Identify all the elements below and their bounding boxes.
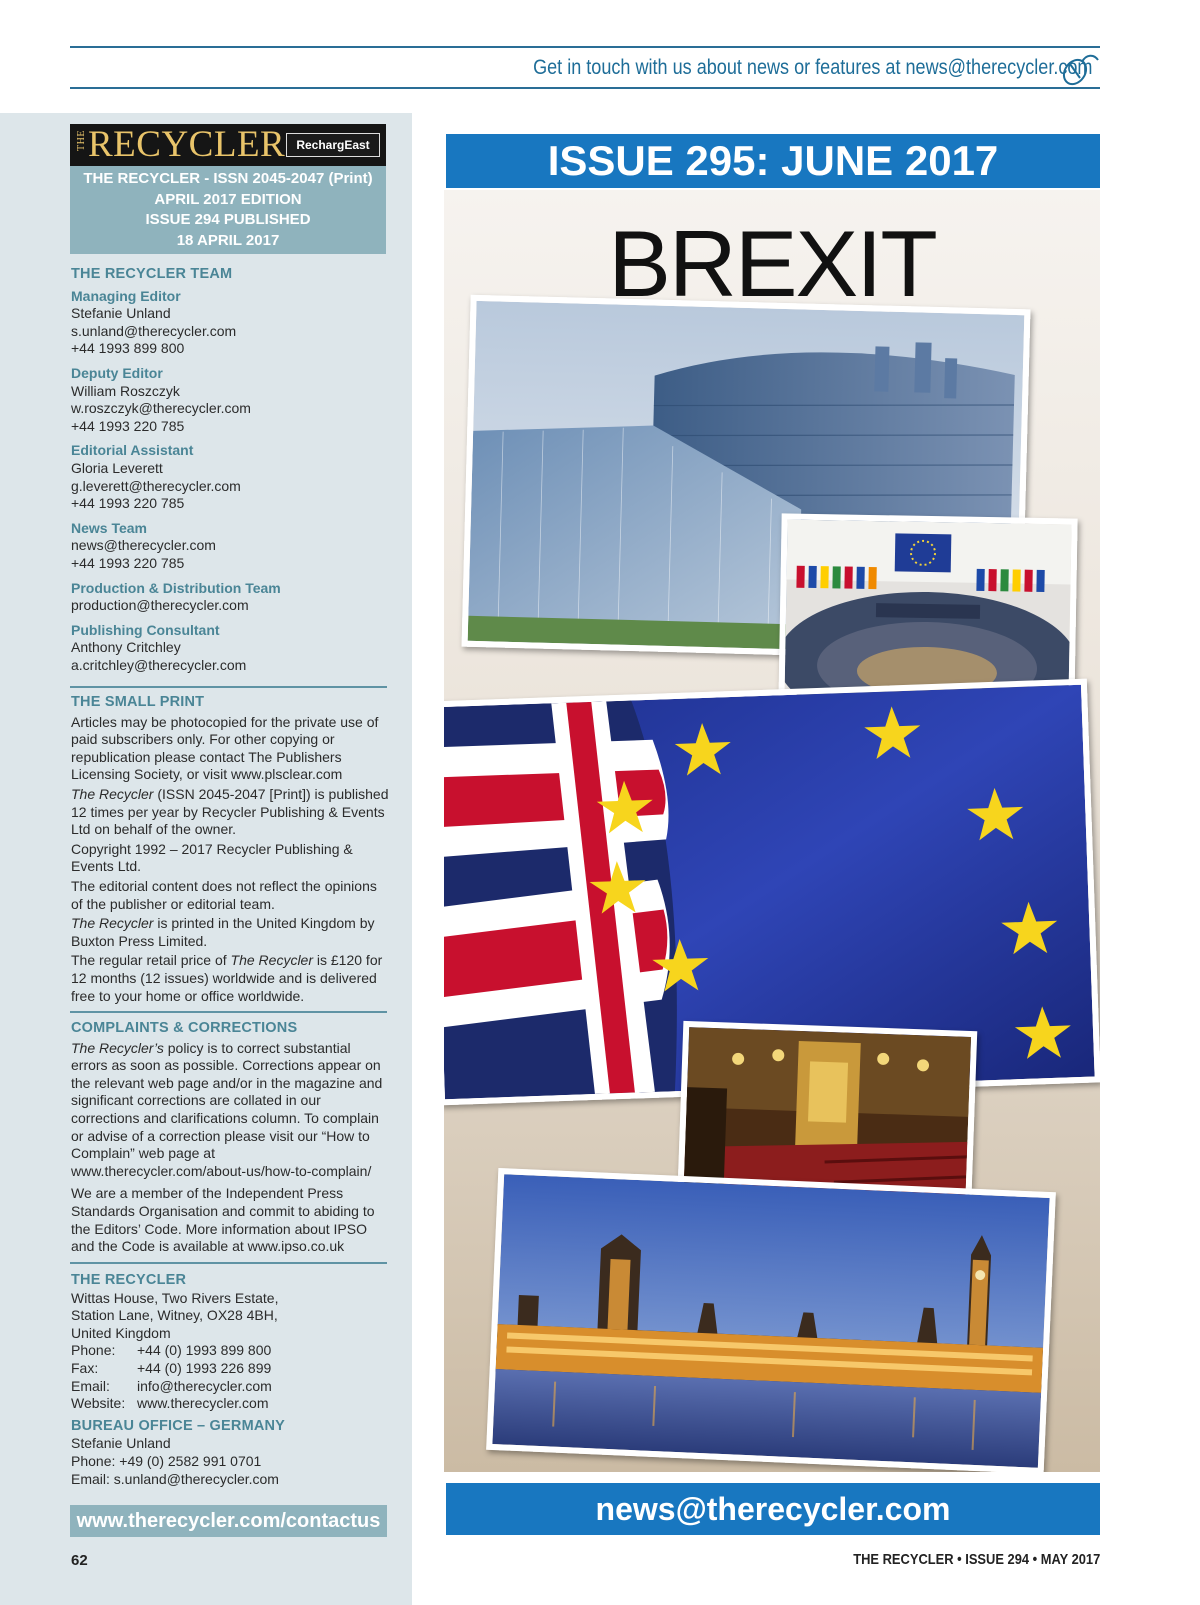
address-line: Wittas House, Two Rivers Estate, (71, 1289, 279, 1306)
website-row (71, 1395, 391, 1413)
person-name: Stefanie Unland (71, 305, 171, 322)
address-heading: THE RECYCLER (71, 1272, 187, 1288)
issn-box (70, 166, 386, 254)
masthead-the: THE (76, 130, 87, 151)
bureau-phone: Phone: +49 (0) 2582 991 0701 (71, 1452, 262, 1469)
role-label: Publishing Consultant (71, 621, 220, 638)
italic-title: The Recycler (71, 915, 154, 932)
website-label: Website: (71, 1395, 126, 1412)
small-print-section (71, 694, 391, 1005)
section-divider (70, 686, 387, 688)
paragraph: The editorial content does not reflect the opinions of the publisher or editorial team. (71, 877, 377, 912)
cover-headline: BREXIT (608, 211, 936, 316)
email-link[interactable]: g.leverett@therecycler.com (71, 477, 241, 494)
paragraph: Articles may be photocopied for the private use of paid subscribers only. For other copying or republication please contact The Publishers Licensing Society, or visit www.plsclear.com (71, 713, 379, 783)
paragraph-text: is printed in the United Kingdom by Buxton Press Limited. (71, 915, 375, 949)
email-banner[interactable]: news@therecycler.com (446, 1483, 1100, 1535)
paragraph (71, 786, 391, 839)
address-line: Station Lane, Witney, OX28 4BH, (71, 1307, 278, 1324)
phone-number: +44 1993 899 800 (71, 340, 185, 357)
italic-title: The Recycler’s (71, 1039, 164, 1056)
person-name: Stefanie Unland (71, 1435, 171, 1452)
small-print-heading: THE SMALL PRINT (71, 694, 205, 710)
paragraph-text: is £120 for 12 months (12 issues) worldwide and is delivered free to your home or office worldwide. (71, 952, 383, 1004)
email-link[interactable]: s.unland@therecycler.com (71, 322, 237, 339)
phone-value: +44 (0) 1993 899 800 (137, 1342, 272, 1359)
top-rule (70, 46, 1100, 48)
date-line: 18 APRIL 2017 (176, 231, 280, 249)
masthead-logo (70, 124, 386, 166)
issn-line: THE RECYCLER - ISSN 2045-2047 (Print) (83, 170, 373, 187)
email-link[interactable]: news@therecycler.com (71, 537, 216, 554)
person-name: William Roszczyk (71, 382, 180, 399)
contact-note[interactable]: Get in touch with us about news or features at news@therecycler.com (532, 56, 1092, 79)
rechargeast-badge: RechargEast (286, 133, 380, 157)
email-label: Email: (71, 1377, 110, 1394)
team-heading: THE RECYCLER TEAM (71, 266, 233, 282)
role-label: Managing Editor (71, 287, 181, 304)
issue-banner: ISSUE 295: JUNE 2017 (446, 134, 1100, 188)
header-rule (70, 87, 1100, 89)
section-divider (70, 1262, 387, 1264)
bureau-heading: BUREAU OFFICE – GERMANY (71, 1417, 286, 1434)
role-label: Production & Distribution Team (71, 579, 281, 596)
phone-label: Phone: (71, 1342, 116, 1359)
role-label: Deputy Editor (71, 364, 163, 381)
address-section (71, 1272, 391, 1488)
italic-title: The Recycler (230, 952, 313, 969)
footer-issue-info: THE RECYCLER • ISSUE 294 • MAY 2017 (852, 1551, 1100, 1568)
fax-value: +44 (0) 1993 226 899 (137, 1359, 272, 1376)
paragraph (71, 915, 391, 950)
role-label: Editorial Assistant (71, 442, 194, 459)
paragraph-text: (ISSN 2045-2047 [Print]) is published 12 times per year by Recycler Publishing & Events Ltd on behalf of the owner. (71, 785, 389, 838)
paragraph (71, 1040, 391, 1181)
issue-line: ISSUE 294 PUBLISHED (145, 211, 311, 228)
mouse-icon (1060, 50, 1100, 88)
phone-number: +44 1993 220 785 (71, 417, 185, 434)
italic-title: The Recycler (71, 785, 154, 802)
phone-number: +44 1993 220 785 (71, 554, 185, 571)
complaints-heading: COMPLAINTS & CORRECTIONS (71, 1020, 298, 1036)
website-link[interactable]: www.therecycler.com (137, 1395, 269, 1412)
cover-collage (444, 190, 1100, 1472)
email-link[interactable]: w.roszczyk@therecycler.com (71, 400, 251, 417)
paragraph-text: policy is to correct substantial errors as soon as possible. Corrections appear on the relevant web page and/or in the magazine and significant corrections are collated in our corrections and clarifications column. To complain or advise of a correction please visit our “How to Complain” web page at www.therecycler.com/about-us/how-to-complain/ (71, 1039, 383, 1179)
paragraph: We are a member of the Independent Press Standards Organisation and commit to abiding to the Editors’ Code. More information about IPSO and the Code is available at www.ipso.co.uk (71, 1185, 375, 1255)
email-link[interactable]: info@therecycler.com (137, 1377, 272, 1394)
contact-us-link[interactable]: www.therecycler.com/contactus (70, 1505, 387, 1537)
address-line: United Kingdom (71, 1324, 171, 1341)
email-link[interactable]: production@therecycler.com (71, 597, 249, 614)
team-section (71, 266, 391, 674)
role-label: News Team (71, 519, 147, 536)
paragraph-text: The regular retail price of (71, 952, 231, 969)
edition-line: APRIL 2017 EDITION (154, 190, 302, 208)
bureau-email[interactable]: Email: s.unland@therecycler.com (71, 1470, 279, 1487)
masthead-title: RECYCLER (88, 124, 286, 165)
email-link[interactable]: a.critchley@therecycler.com (71, 656, 247, 673)
fax-row (71, 1360, 391, 1378)
paragraph (71, 952, 391, 1005)
complaints-section (71, 1020, 391, 1256)
person-name: Gloria Leverett (71, 459, 163, 476)
phone-row (71, 1342, 391, 1360)
paragraph: Copyright 1992 – 2017 Recycler Publishing & Events Ltd. (71, 840, 353, 875)
email-row (71, 1378, 391, 1396)
person-name: Anthony Critchley (71, 639, 181, 656)
section-divider (70, 1011, 387, 1013)
phone-number: +44 1993 220 785 (71, 495, 185, 512)
westminster-photo (486, 1168, 1056, 1472)
page-number: 62 (71, 1552, 88, 1569)
fax-label: Fax: (71, 1359, 99, 1376)
